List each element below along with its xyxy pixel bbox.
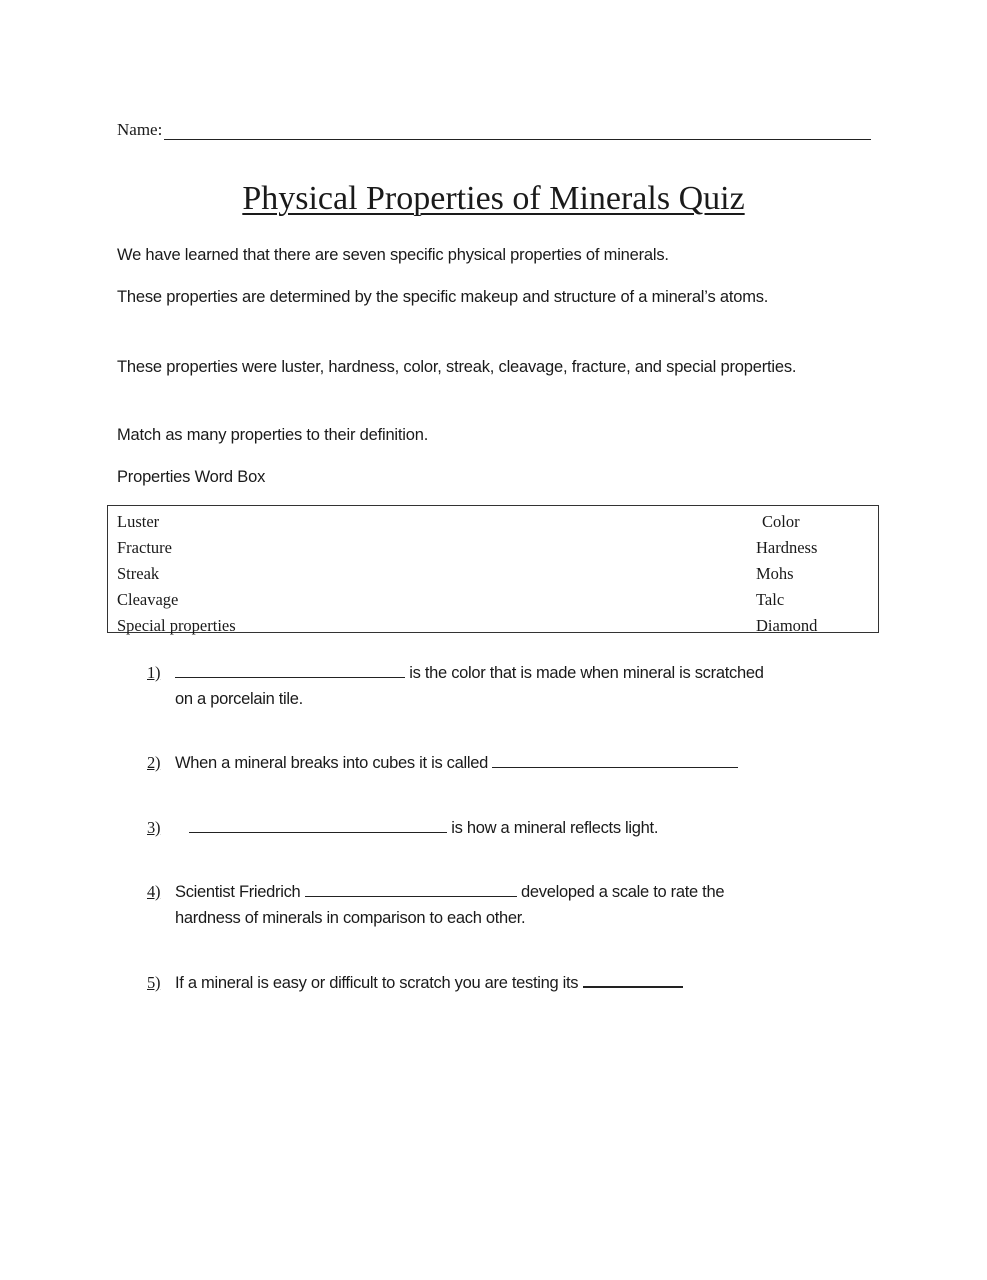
page-title: Physical Properties of Minerals Quiz — [242, 180, 745, 217]
word-box-term: Color — [762, 512, 800, 531]
question-text: When a mineral breaks into cubes it is called — [175, 754, 493, 772]
word-box-term: Cleavage — [117, 590, 179, 609]
word-box-term: Hardness — [756, 538, 818, 557]
question-number: 1) — [147, 663, 161, 682]
question-text: developed a scale to rate the — [516, 883, 725, 901]
question-text-continued: hardness of minerals in comparison to each other. — [175, 909, 526, 927]
word-box-label: Properties Word Box — [117, 468, 266, 486]
word-box-term: Mohs — [756, 564, 794, 583]
word-box-term: Special properties — [117, 616, 236, 635]
word-box-term: Fracture — [117, 538, 172, 557]
word-box-term: Streak — [117, 564, 160, 583]
question-4 — [147, 879, 877, 931]
question-text: is how a mineral reflects light. — [447, 819, 659, 837]
word-box-left-column — [117, 509, 236, 639]
answer-blank[interactable] — [175, 661, 405, 678]
answer-blank[interactable] — [189, 816, 447, 833]
word-box-term: Luster — [117, 512, 160, 531]
question-5 — [147, 970, 877, 996]
answer-blank[interactable] — [583, 970, 683, 988]
properties-word-box — [107, 505, 879, 633]
answer-blank[interactable] — [492, 751, 738, 768]
question-3 — [147, 815, 877, 841]
question-text: is the color that is made when mineral is scratched — [405, 664, 764, 682]
question-number: 4) — [147, 882, 161, 901]
intro-paragraph-4: Match as many properties to their definition. — [117, 426, 429, 444]
intro-paragraph-1: We have learned that there are seven specific physical properties of minerals. — [117, 246, 669, 264]
question-text-continued: on a porcelain tile. — [175, 690, 303, 708]
question-text: Scientist Friedrich — [175, 883, 305, 901]
word-box-term: Diamond — [756, 616, 818, 635]
question-1 — [147, 660, 877, 712]
word-box-right-column — [756, 509, 817, 639]
name-field-row — [117, 120, 871, 140]
answer-blank[interactable] — [305, 880, 517, 897]
question-number: 2) — [147, 753, 161, 772]
intro-paragraph-3: These properties were luster, hardness, color, streak, cleavage, fracture, and special properties. — [117, 358, 797, 376]
question-text: If a mineral is easy or difficult to scratch you are testing its — [175, 974, 583, 992]
word-box-term: Talc — [756, 590, 785, 609]
question-2 — [147, 750, 877, 776]
name-label: Name: — [117, 120, 163, 139]
name-blank-line[interactable] — [164, 123, 871, 140]
question-number: 5) — [147, 973, 161, 992]
question-number: 3) — [147, 818, 161, 837]
intro-paragraph-2: These properties are determined by the specific makeup and structure of a mineral’s atoms. — [117, 288, 769, 306]
